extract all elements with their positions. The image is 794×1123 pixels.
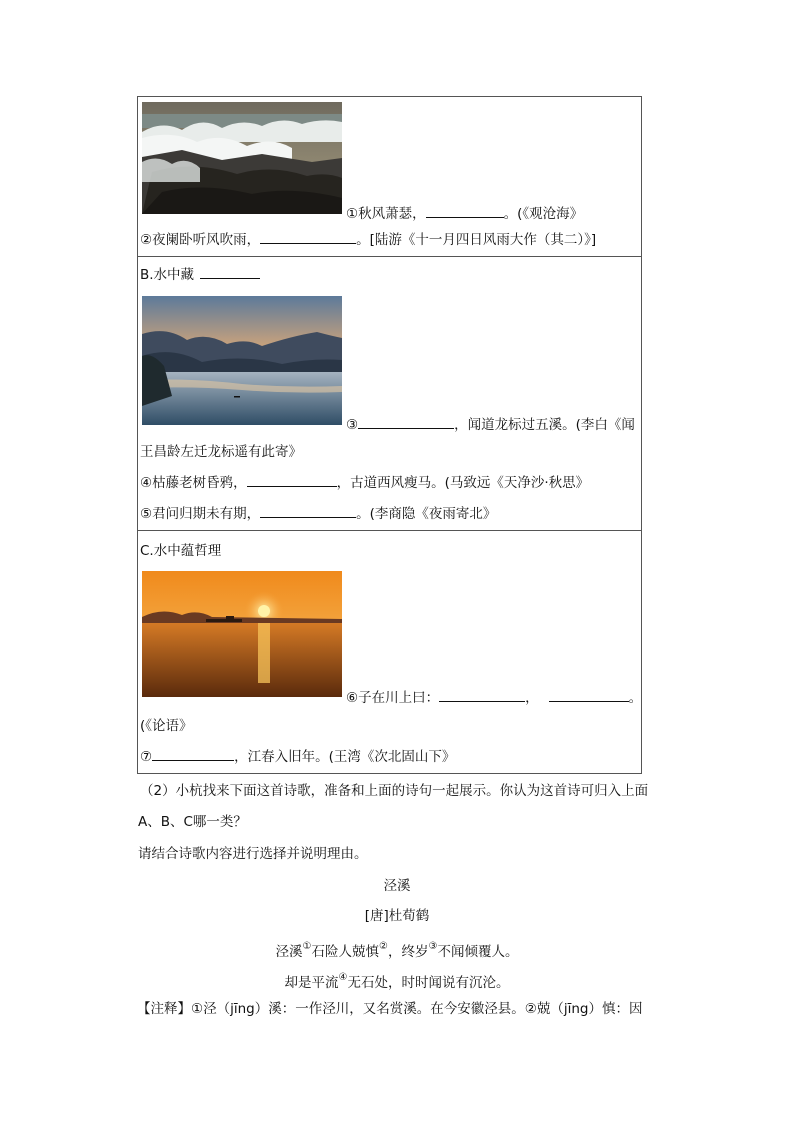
row-c-line-7 — [140, 748, 455, 766]
footnote-marker: ④ — [338, 972, 348, 983]
punctuation: 。 — [628, 690, 643, 706]
verse-source: 。[陆游《十一月四日风雨大作（其二）》] — [356, 232, 597, 248]
answer-blank[interactable] — [358, 416, 454, 429]
footnote-marker: ① — [302, 941, 312, 952]
verse-text: ①秋风萧瑟， — [346, 206, 426, 222]
footnote-marker: ② — [379, 941, 388, 952]
poem-line-2 — [137, 969, 657, 992]
poem-text: 无石处，时时闻说有沉沦。 — [347, 975, 510, 991]
poem-text: 不闻倾覆人。 — [437, 944, 519, 960]
verse-text: ⑤君问归期未有期， — [140, 506, 261, 522]
row-c-line-6 — [346, 689, 642, 707]
poem-line-1 — [137, 938, 657, 961]
verse-source: 。(李商隐《夜雨寄北》 — [356, 506, 497, 522]
river-landscape-image — [142, 296, 342, 425]
verse-source: ，江春入旧年。(王湾《次北固山下》 — [234, 749, 456, 765]
row-b-heading — [140, 266, 260, 284]
poem-text: 石险人兢慎 — [311, 944, 380, 960]
answer-blank[interactable] — [247, 474, 337, 487]
answer-blank[interactable] — [439, 689, 525, 702]
sunset-water-image — [142, 571, 342, 697]
answer-blank[interactable] — [152, 748, 234, 761]
verse-source: ，古道西风瘦马。(马致远《天净沙·秋思》 — [336, 475, 590, 491]
verse-text: ④枯藤老树昏鸦， — [140, 475, 247, 491]
row-c-heading: C.水中蕴哲理 — [140, 543, 222, 559]
row-b-line-5 — [140, 505, 496, 523]
punctuation: ， — [525, 690, 539, 706]
answer-blank[interactable] — [549, 689, 629, 702]
category-label: B.水中藏 — [140, 267, 195, 283]
answer-blank[interactable] — [260, 231, 356, 244]
answer-blank[interactable] — [200, 266, 260, 279]
answer-blank[interactable] — [260, 505, 356, 518]
sea-waves-image — [142, 102, 342, 214]
footnote-marker: ③ — [428, 941, 438, 952]
row-a-line-1 — [346, 205, 583, 223]
annotation-text: 【注释】①泾（jīng）溪：一作泾川，又名赏溪。在今安徽泾县。②兢（jīng）慎：因 — [137, 1001, 643, 1017]
table-divider — [137, 256, 642, 257]
poem-text: 泾溪 — [275, 944, 303, 960]
verse-text: ⑥子在川上曰： — [346, 690, 440, 706]
verse-source-continued: (《论语》 — [140, 718, 193, 734]
answer-blank[interactable] — [426, 205, 504, 218]
verse-source-continued: 王昌龄左迁龙标遥有此寄》 — [140, 444, 302, 460]
table-divider — [137, 530, 642, 531]
row-b-line-3 — [346, 416, 635, 434]
verse-source: ，闻道龙标过五溪。(李白《闻 — [454, 417, 635, 433]
poem-title: 泾溪 — [383, 878, 411, 894]
question-text: 请结合诗歌内容进行选择并说明理由。 — [138, 846, 368, 862]
poem-text: 却是平流 — [284, 975, 339, 991]
verse-text: ③ — [346, 417, 359, 433]
row-b-line-4 — [140, 474, 589, 492]
row-a-line-2 — [140, 231, 596, 249]
verse-text: ②夜阑卧听风吹雨， — [140, 232, 261, 248]
poem-text: ，终岁 — [387, 944, 429, 960]
verse-source: 。(《观沧海》 — [503, 206, 584, 222]
question-text: A、B、C哪一类？ — [138, 814, 247, 830]
poem-author: [唐]杜荀鹤 — [364, 908, 430, 924]
question-text: （2）小杭找来下面这首诗歌，准备和上面的诗句一起展示。你认为这首诗可归入上面 — [140, 783, 649, 799]
verse-text: ⑦ — [140, 749, 153, 765]
